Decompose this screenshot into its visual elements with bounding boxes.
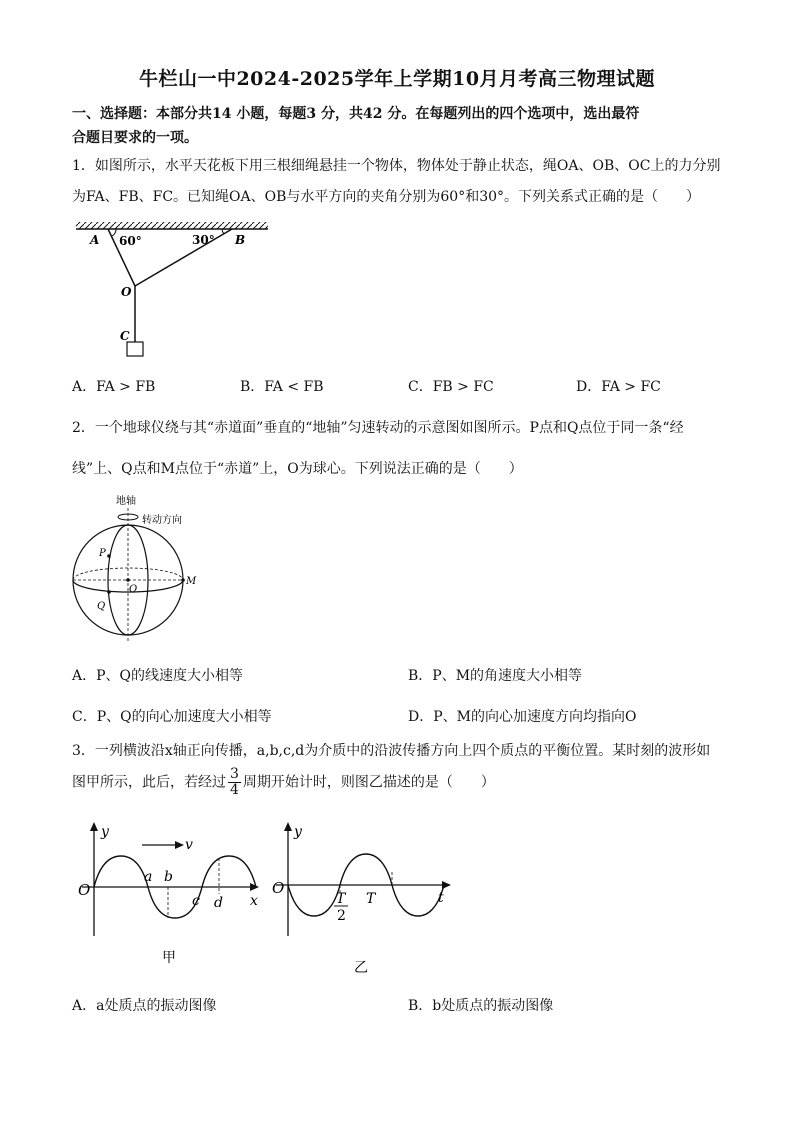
point-m [181,578,185,582]
label-t: t [438,890,444,906]
label-c: c [192,893,200,909]
label-c: C [120,329,130,343]
q2-option-a[interactable]: A．P、Q的线速度大小相等 [72,668,244,684]
q3-stem-line2-pre: 图甲所示，此后，若经过 [72,774,226,791]
label-b: b [164,869,173,885]
q2-option-c[interactable]: C．P、Q的向心加速度大小相等 [72,709,272,725]
q3-option-b[interactable]: B．b处质点的振动图像 [408,998,554,1014]
axis-y-arrow-icon [284,822,292,831]
label-y: y [101,824,109,840]
point-q [107,590,111,594]
label-q: Q [97,601,106,612]
q3-figure-jia [74,818,264,968]
label-a: a [144,869,153,885]
q3-stem-line1: 3．一列横波沿x轴正向传播，a,b,c,d为介质中的沿波传播方向上四个质点的平衡位置。某时刻的波形如 [72,743,711,759]
caption-jia: 甲 [162,950,176,966]
label-origin: O [272,879,285,897]
axis-y-arrow-icon [90,822,98,831]
q1-stem-line1: 1．如图所示，水平天花板下用三根细绳悬挂一个物体，物体处于静止状态，绳OA、OB、OC上的力分别 [72,158,721,174]
q2-option-d[interactable]: D．P、M的向心加速度方向均指向O [408,709,637,725]
point-p [107,554,111,558]
label-p: P [99,548,106,559]
section-instructions-line1: 一、选择题：本部分共14 小题，每题3 分，共42 分。在每题列出的四个选项中，选出最符 [72,106,640,122]
label-x: x [250,893,258,909]
angle-arc-a [112,229,116,236]
q2-figure [68,492,198,644]
label-b: B [235,233,246,247]
q1-option-d[interactable]: D．FA > FC [576,379,661,395]
label-rotation-direction: 转动方向 [142,515,182,526]
section-instructions-line2: 合题目要求的一项。 [72,130,198,146]
label-period: T [366,891,376,907]
label-d: d [214,895,223,911]
label-o: O [129,584,138,595]
label-t-half-num: T [336,891,346,907]
caption-yi: 乙 [354,960,368,976]
q3-figure-yi [268,818,458,980]
velocity-arrow-head-icon [175,841,184,849]
label-v: v [185,837,193,853]
label-angle-60: 60° [119,234,142,248]
fraction-denominator: 4 [230,782,239,798]
page-title: 牛栏山一中2024-2025学年上学期10月月考高三物理试题 [138,68,656,90]
ceiling-hatch [76,222,268,229]
q1-option-c[interactable]: C．FB > FC [408,379,494,395]
q1-figure [72,218,272,368]
label-earth-axis: 地轴 [116,496,136,507]
hanging-block [127,342,143,356]
label-t-half-den: 2 [337,908,346,924]
q3-option-a[interactable]: A．a处质点的振动图像 [72,998,217,1014]
label-a: A [90,233,100,247]
fraction-numerator: 3 [230,766,239,782]
q3-stem-line2-post: 周期开始计时，则图乙描述的是（ ） [242,774,495,791]
fraction-three-quarters [228,767,241,798]
label-m: M [186,576,197,587]
label-y: y [294,824,302,840]
q2-stem-line1: 2．一个地球仪绕与其“赤道面”垂直的“地轴”匀速转动的示意图如图所示。P点和Q点位于同一条“经 [72,420,684,436]
q2-option-b[interactable]: B．P、M的角速度大小相等 [408,668,583,684]
q3-stem-line2 [72,767,495,798]
q1-stem-line2: 为FA、FB、FC。已知绳OA、OB与水平方向的夹角分别为60°和30°。下列关系式正确的是（ ） [72,189,701,205]
label-origin: O [78,881,91,899]
center-point-o [126,578,130,582]
q1-option-a[interactable]: A．FA > FB [72,379,156,395]
rope-ob [135,229,232,286]
q2-stem-line2: 线”上、Q点和M点位于“赤道”上，O为球心。下列说法正确的是（ ） [72,461,523,477]
label-angle-30: 30° [192,233,215,247]
label-o: O [121,285,132,299]
q1-option-b[interactable]: B．FA < FB [240,379,324,395]
